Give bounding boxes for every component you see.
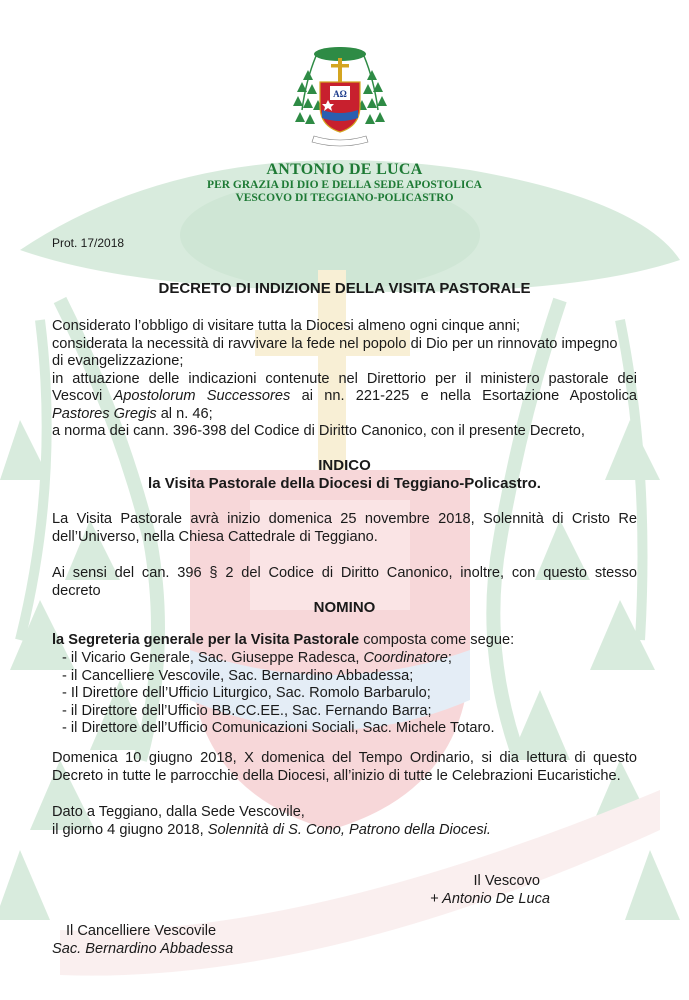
preamble-line: in attuazione delle indicazioni contenute nel Direttorio per il ministero pastorale dei <box>52 370 637 387</box>
list-item: - il Cancelliere Vescovile, Sac. Bernardino Abbadessa; <box>62 667 414 684</box>
secretariat-name: la Segreteria generale per la Visita Pastorale <box>52 632 360 648</box>
chancellor-signature <box>52 922 233 958</box>
preamble-line: Considerato l’obbligo di visitare tutta la Diocesi almeno ogni cinque anni; <box>52 318 521 334</box>
diocese-line: VESCOVO DI TEGGIANO-POLICASTRO <box>235 192 454 204</box>
canon-paragraph <box>52 565 637 600</box>
svg-text:AΩ: AΩ <box>333 89 347 99</box>
secretariat-members <box>62 650 495 738</box>
bishop-name: ANTONIO DE LUCA <box>266 161 423 178</box>
secretariat-intro: la Segreteria generale per la Visita Pastorale composta come segue: <box>52 632 515 648</box>
date-place <box>52 804 637 839</box>
signature-name: + Antonio De Luca <box>430 891 550 907</box>
list-item: - il Vicario Generale, Sac. Giuseppe Radesca, Coordinatore; <box>62 650 452 666</box>
text-line: dell’Universo, nella Chiesa Cattedrale di Teggiano. <box>52 528 378 545</box>
bishop-title-line: PER GRAZIA DI DIO E DELLA SEDE APOSTOLICA <box>207 179 482 191</box>
protocol-number: Prot. 17/2018 <box>52 236 125 250</box>
preamble-line: a norma dei cann. 396-398 del Codice di Diritto Canonico, con il presente Decreto, <box>52 423 585 439</box>
coat-of-arms-icon <box>292 40 388 152</box>
text-line: il giorno 4 giugno 2018, Solennità di S. Cono, Patrono della Diocesi. <box>52 821 491 838</box>
preamble <box>52 318 637 441</box>
text-line: Domenica 10 giugno 2018, X domenica del Tempo Ordinario, si dia lettura di questo <box>52 750 637 766</box>
preamble-line: Vescovi Apostolorum Successores ai nn. 221-225 e nella Esortazione Apostolica <box>52 388 637 404</box>
bishop-signature <box>424 872 550 908</box>
text-line: Decreto in tutte le parrocchie della Diocesi, all’inizio di tutte le Celebrazioni Eucaristiche. <box>52 767 621 784</box>
signature-name: Sac. Bernardino Abbadessa <box>52 941 234 957</box>
start-paragraph <box>52 511 637 546</box>
indico-subject: la Visita Pastorale della Diocesi di Teggiano-Policastro. <box>148 475 541 492</box>
preamble-line: di evangelizzazione; <box>52 353 184 369</box>
list-item: - il Direttore dell’Ufficio BB.CC.EE., Sac. Fernando Barra; <box>62 702 432 719</box>
decree-title: DECRETO DI INDIZIONE DELLA VISITA PASTORALE <box>158 280 531 297</box>
indico-heading: INDICO <box>318 457 371 474</box>
text-line: La Visita Pastorale avrà inizio domenica 25 novembre 2018, Solennità di Cristo Re <box>52 511 637 527</box>
preamble-line: Pastores Gregis al n. 46; <box>52 405 213 422</box>
reading-paragraph <box>52 750 637 785</box>
signature-role: Il Cancelliere Vescovile <box>66 923 217 939</box>
list-item: - il Direttore dell’Ufficio Comunicazioni Sociali, Sac. Michele Totaro. <box>62 720 495 736</box>
text-line: Ai sensi del can. 396 § 2 del Codice di Diritto Canonico, inoltre, con questo stesso <box>52 565 637 581</box>
signature-role: Il Vescovo <box>473 873 540 889</box>
nomino-heading: NOMINO <box>313 599 376 616</box>
list-item: - Il Direttore dell’Ufficio Liturgico, Sac. Romolo Barbarulo; <box>62 685 431 701</box>
text-line: Dato a Teggiano, dalla Sede Vescovile, <box>52 804 305 820</box>
preamble-line: considerata la necessità di ravvivare la fede nel popolo di Dio per un rinnovato impegno <box>52 335 618 352</box>
text-line: decreto <box>52 582 101 599</box>
